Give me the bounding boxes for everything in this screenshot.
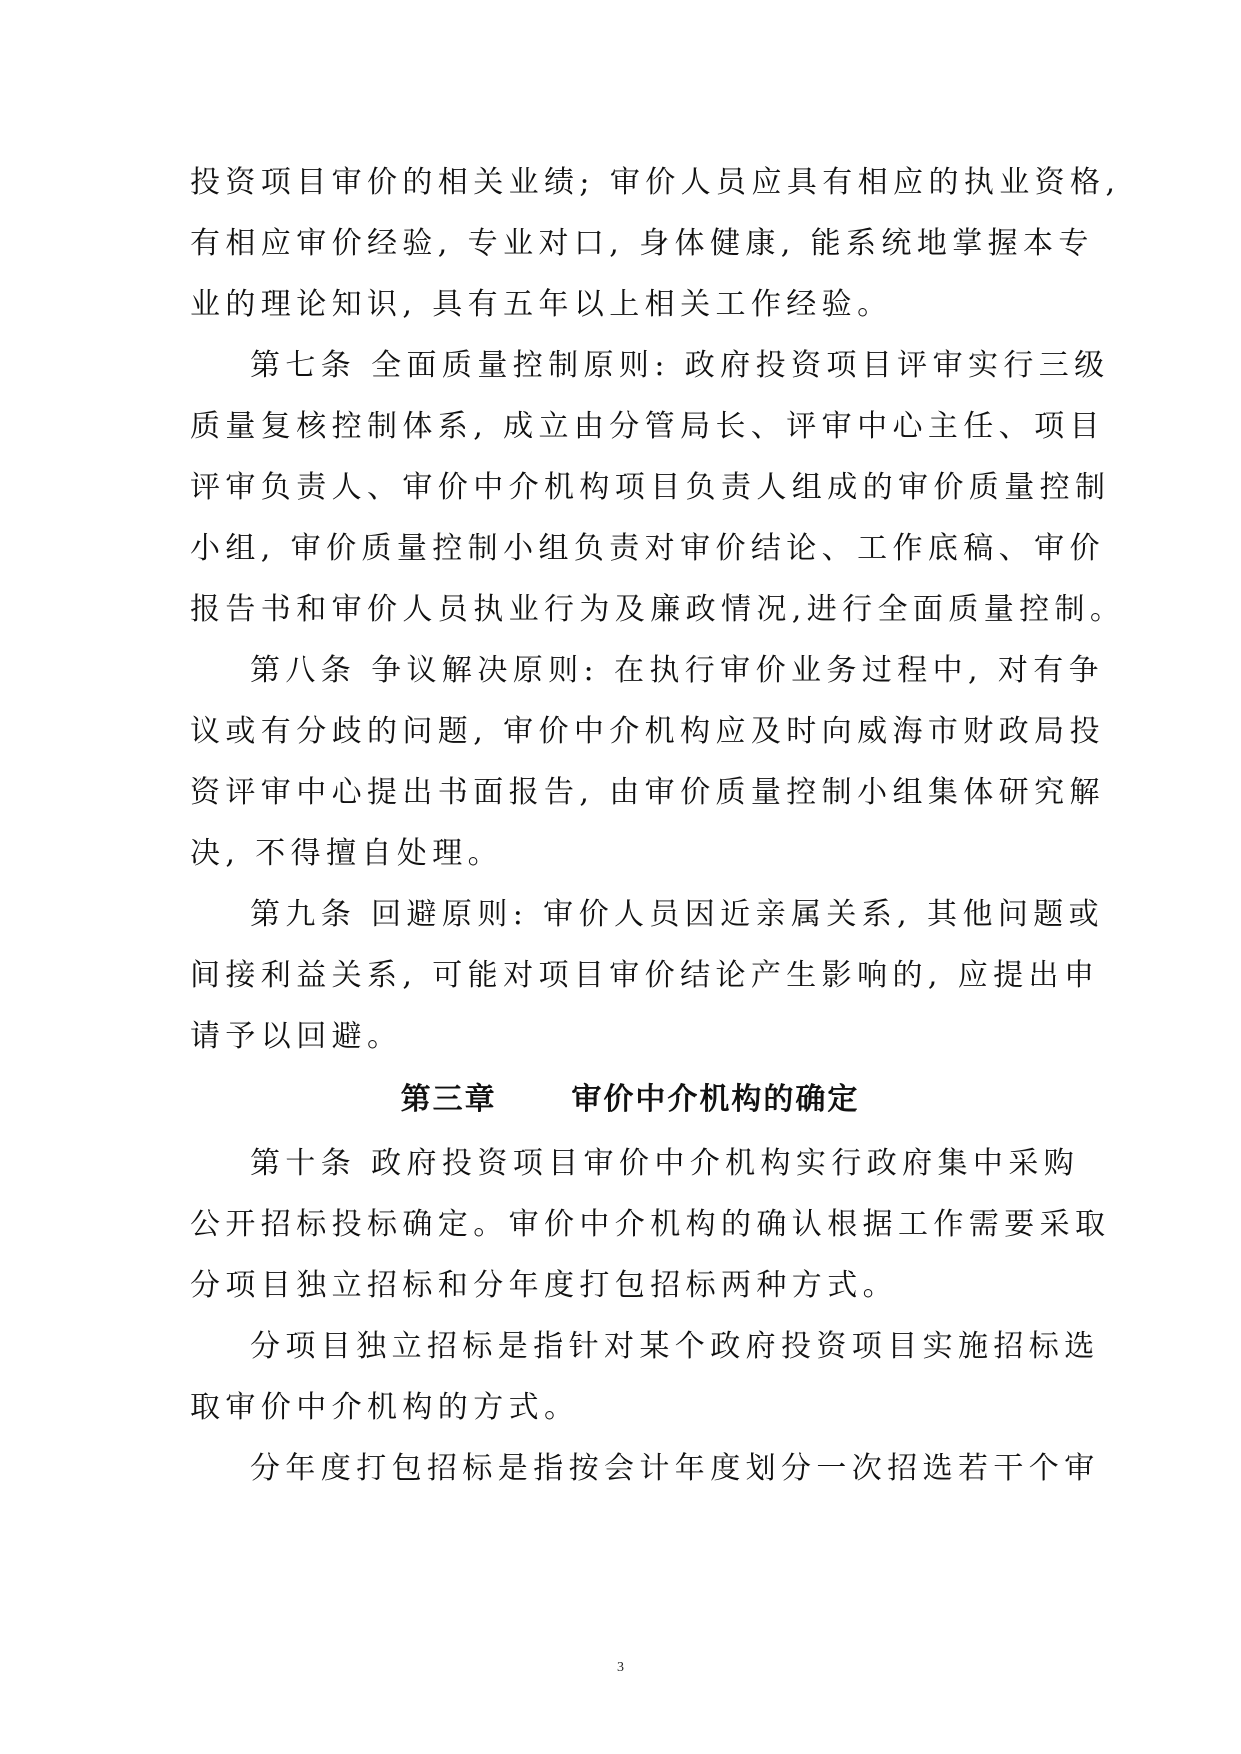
text-line: 报告书和审价人员执业行为及廉政情况,进行全面质量控制。 (190, 592, 1126, 627)
text-line: 议或有分歧的问题, 审价中介机构应及时向威海市财政局投 (190, 714, 1105, 749)
text-line: 有相应审价经验, 专业对口, 身体健康, 能系统地掌握本专 (190, 226, 1094, 261)
text-line: 决, 不得擅自处理。 (190, 836, 504, 871)
page-number: 3 (617, 1660, 624, 1675)
text-line: 第九条 回避原则: 审价人员因近亲属关系, 其他问题或 (250, 897, 1105, 932)
document-body (190, 152, 1126, 1499)
text-line: 小组, 审价质量控制小组负责对审价结论、工作底稿、审价 (190, 531, 1105, 566)
text-line: 质量复核控制体系, 成立由分管局长、评审中心主任、项目 (190, 409, 1105, 444)
text-line: 资评审中心提出书面报告, 由审价质量控制小组集体研究解 (190, 775, 1105, 810)
text-line: 公开招标投标确定。审价中介机构的确认根据工作需要采取 (190, 1207, 1111, 1242)
text-line: 间接利益关系, 可能对项目审价结论产生影响的, 应提出申 (190, 958, 1100, 993)
text-line: 取审价中介机构的方式。 (190, 1390, 580, 1425)
text-line: 分项目独立招标和分年度打包招标两种方式。 (190, 1268, 898, 1303)
text-block-after-heading (190, 1133, 1111, 1499)
text-line: 请予以回避。 (190, 1019, 403, 1054)
text-line: 第八条 争议解决原则: 在执行审价业务过程中, 对有争 (250, 653, 1105, 688)
text-line: 分年度打包招标是指按会计年度划分一次招选若干个审 (250, 1451, 1100, 1486)
text-line: 评审负责人、审价中介机构项目负责人组成的审价质量控制 (190, 470, 1111, 505)
text-line: 第七条 全面质量控制原则: 政府投资项目评审实行三级 (250, 348, 1110, 383)
text-line: 业的理论知识, 具有五年以上相关工作经验。 (190, 287, 893, 322)
text-line: 投资项目审价的相关业绩; 审价人员应具有相应的执业资格, (190, 165, 1121, 200)
text-line: 分项目独立招标是指针对某个政府投资项目实施招标选 (250, 1329, 1100, 1364)
text-line: 第十条 政府投资项目审价中介机构实行政府集中采购 (250, 1146, 1080, 1181)
text-block-before-heading (190, 152, 1126, 1067)
chapter-heading: 第三章 审价中介机构的确定 (400, 1082, 860, 1117)
